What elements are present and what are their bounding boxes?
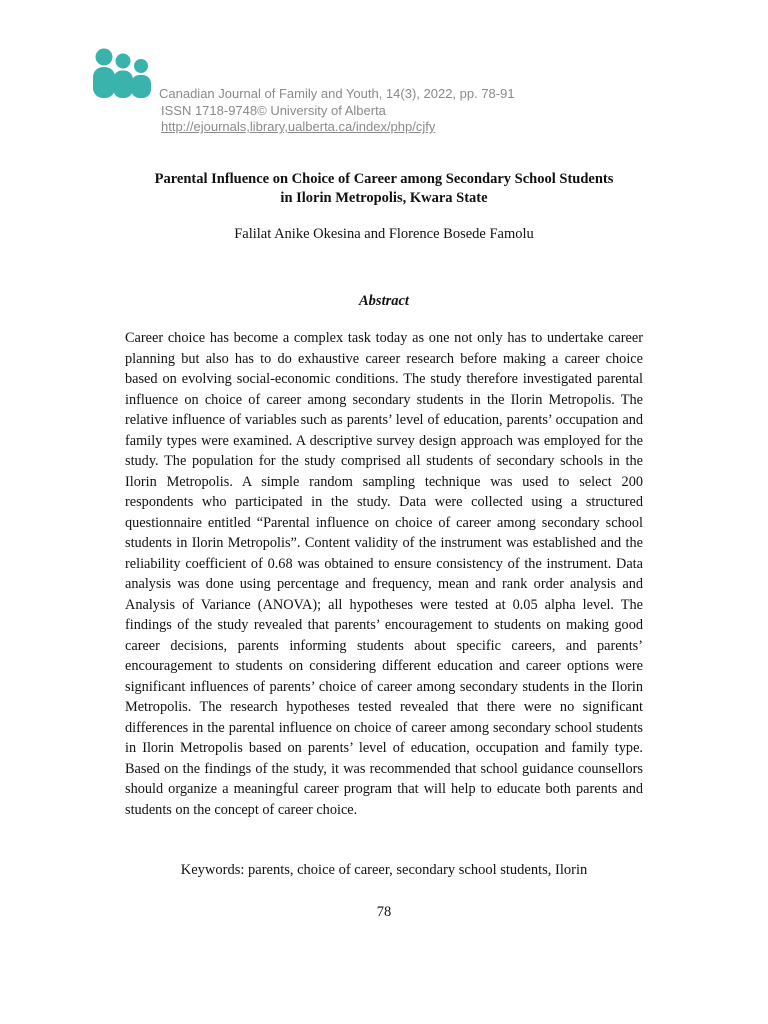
abstract-heading: Abstract	[359, 293, 409, 309]
keywords-line: Keywords: parents, choice of career, secondary school students, Ilorin	[180, 862, 588, 878]
journal-issn: ISSN 1718-9748© University of Alberta	[161, 102, 386, 118]
family-logo-icon	[92, 46, 154, 98]
journal-citation: Canadian Journal of Family and Youth, 14(3), 2022, pp. 78-91	[159, 86, 515, 101]
paper-title-line-1: Parental Influence on Choice of Career among Secondary School Students	[154, 171, 614, 187]
paper-title	[100, 170, 668, 208]
paper-title-line-2: in Ilorin Metropolis, Kwara State	[280, 190, 488, 206]
journal-url-link[interactable]: http://ejournals,library,ualberta.ca/index/php/cjfy	[161, 119, 436, 134]
page-number: 78	[376, 904, 392, 920]
abstract-text: Career choice has become a complex task today as one not only has to undertake career planning but also has to do exhaustive career research before making a career choice based on evolving social-economic conditions. The study therefore investigated parental influence on choice of career among secondary students in the Ilorin Metropolis. The relative influence of variables such as parents’ level of education, parents’ occupation and family types were examined. A descriptive survey design approach was employed for the study. The population for the study comprised all students of secondary schools in the Ilorin Metropolis. A simple random sampling technique was used to select 200 respondents who participated in the study. Data were collected using a structured questionnaire entitled “Parental influence on choice of career among secondary school students in Ilorin Metropolis”. Content validity of the instrument was established and the reliability coefficient of 0.68 was obtained to ensure consistency of the instrument. Data analysis was done using percentage and frequency, mean and rank order analysis and Analysis of Variance (ANOVA); all hypotheses were tested at 0.05 alpha level. The findings of the study revealed that parents’ encouragement to students on making good career decisions, parents informing students about specific careers, and parents’ encouragement to students on considering different education and career options were significant influences of parents’ choice of career among secondary students in the Ilorin Metropolis. The research hypotheses tested revealed that there were no significant differences in the parental influence on choice of career among secondary school students in Ilorin Metropolis based on parents’ level of education, occupation and family type. Based on the findings of the study, it was recommended that school guidance counsellors should organize a meaningful career program that will help to educate both parents and students on the concept of career choice.	[125, 330, 643, 818]
journal-header	[159, 86, 515, 136]
paper-authors: Falilat Anike Okesina and Florence Bosede Famolu	[234, 226, 534, 242]
